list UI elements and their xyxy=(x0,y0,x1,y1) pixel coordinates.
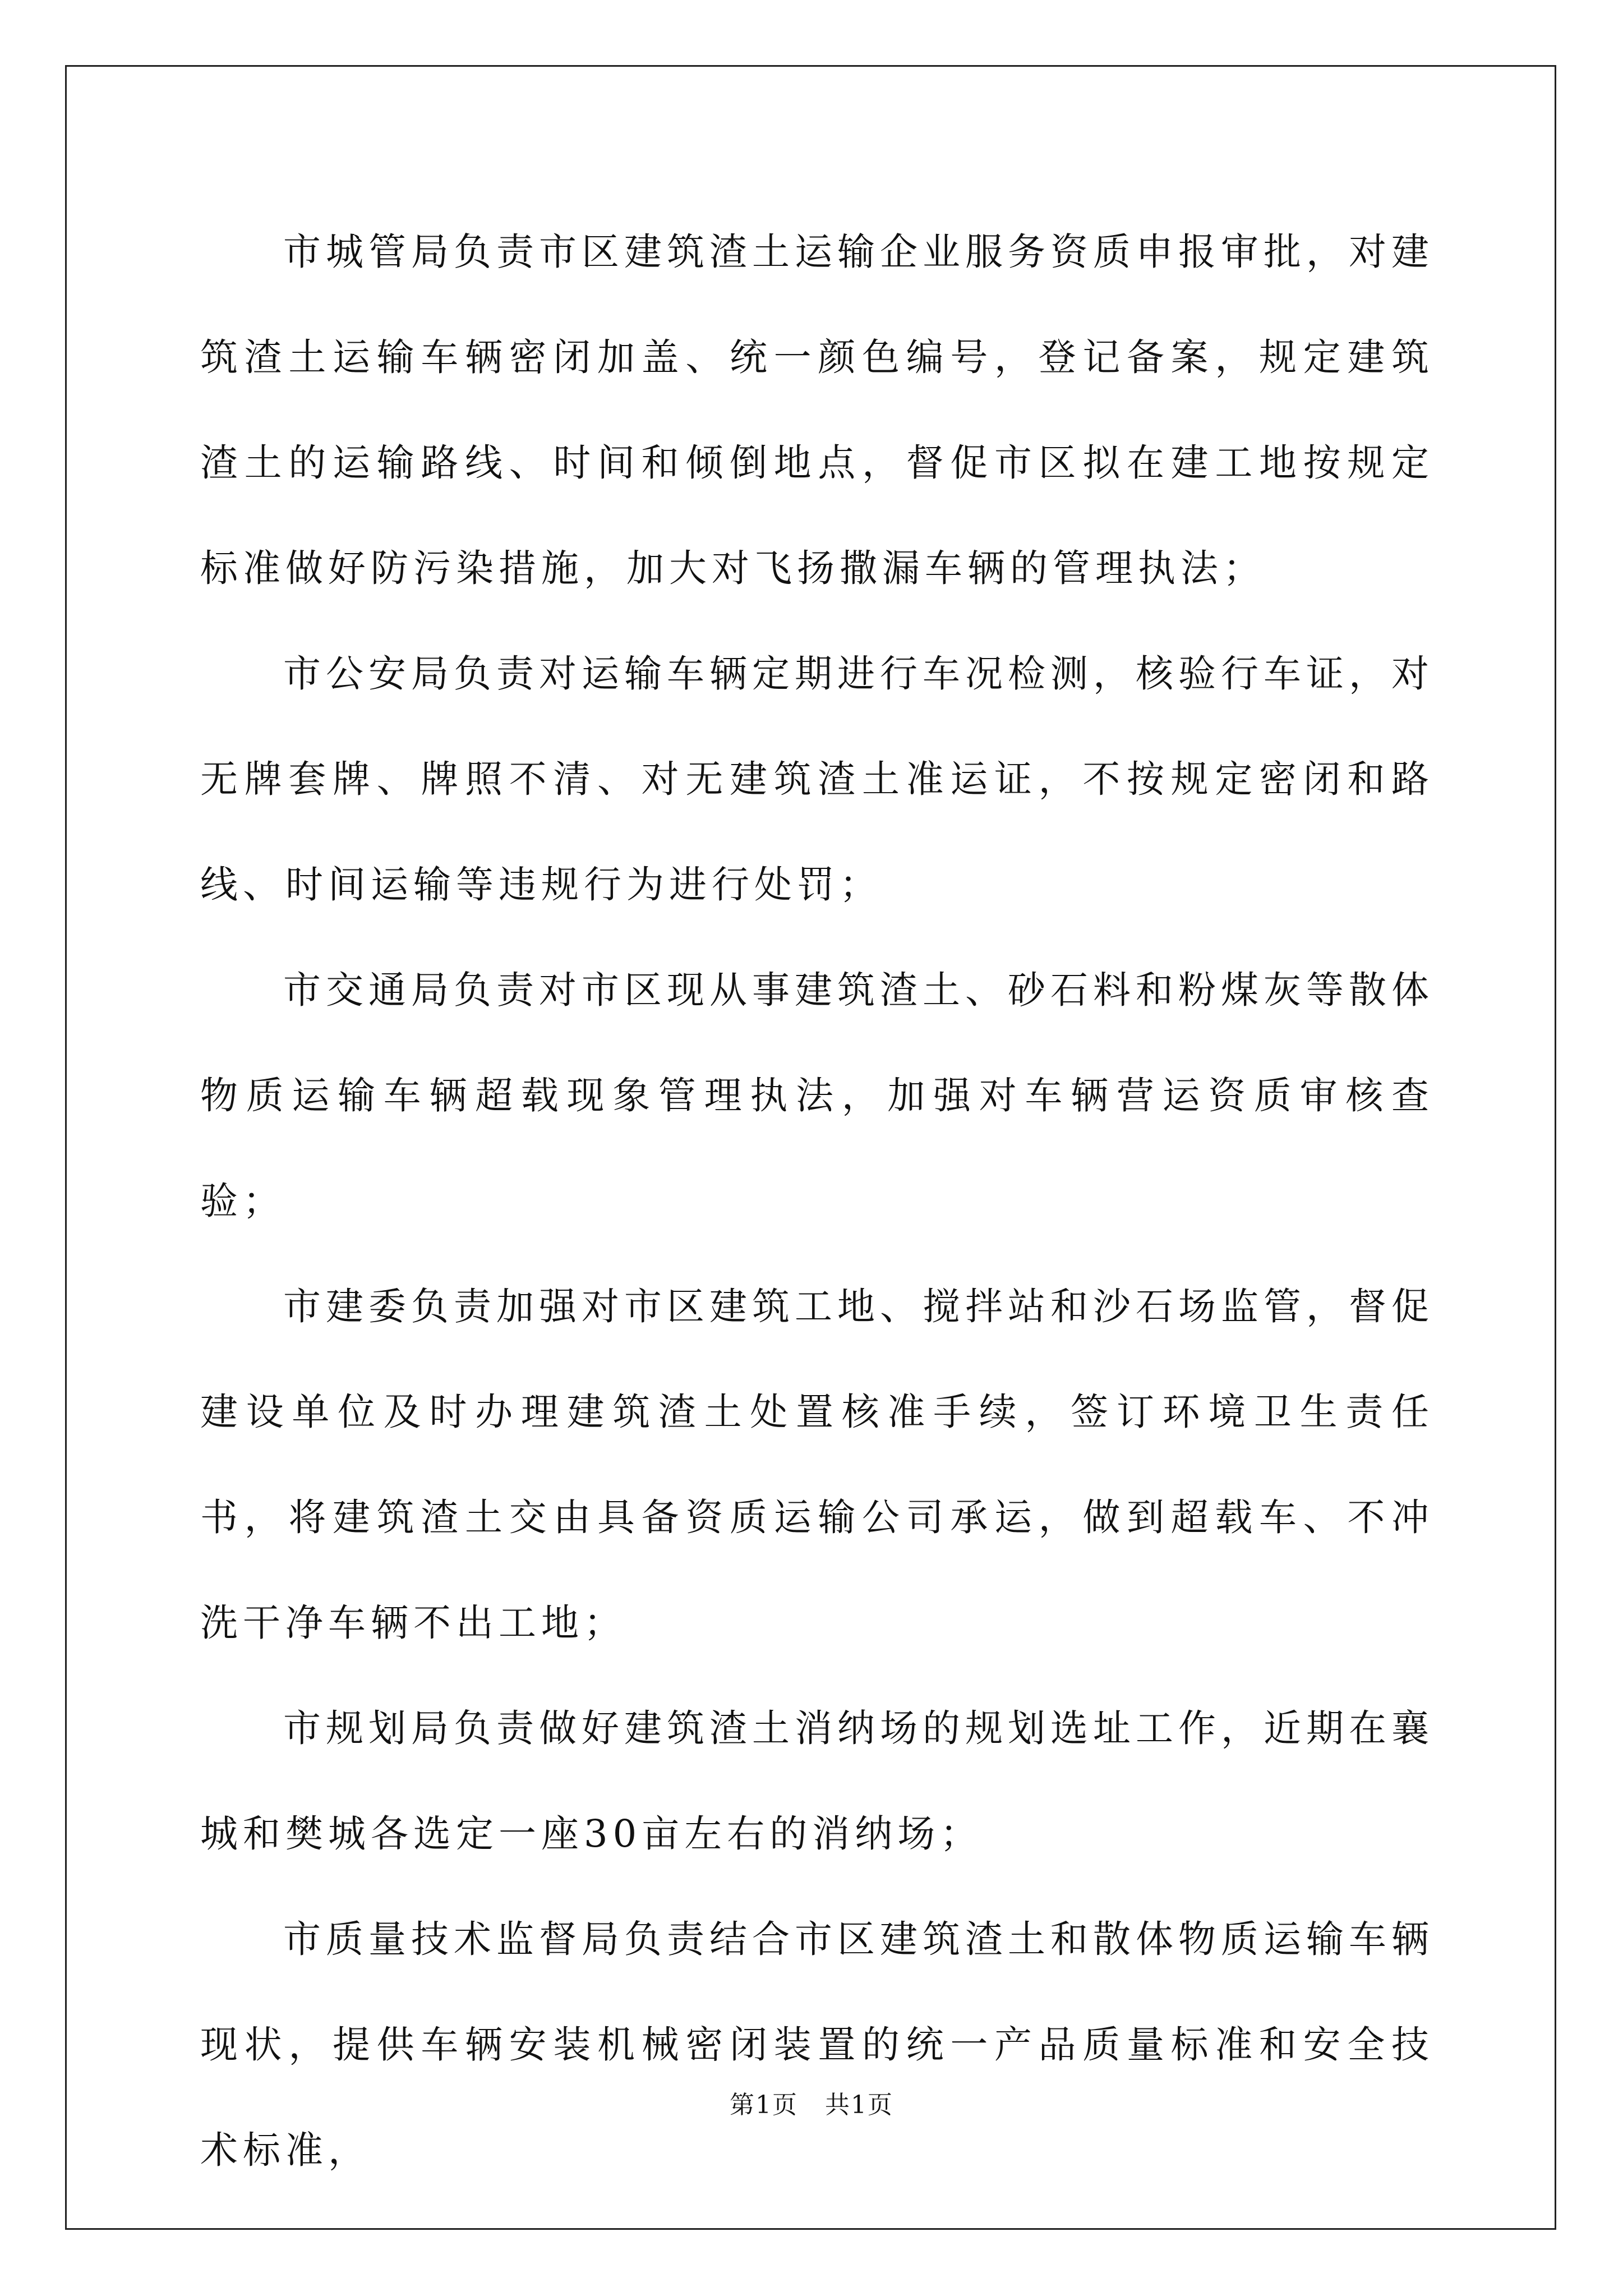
paragraph-construction-committee: 市建委负责加强对市区建筑工地、搅拌站和沙石场监管，督促建设单位及时办理建筑渣土处置核准手续，签订环境卫生责任书，将建筑渣土交由具备资质运输公司承运，做到超载车、不冲洗干净车辆不出工地； xyxy=(200,1285,1434,1645)
paragraph-transportation: 市交通局负责对市区现从事建筑渣土、砂石料和粉煤灰等散体物质运输车辆超载现象管理执法，加强对车辆营运资质审核查验； xyxy=(200,968,1434,1223)
page-number-footer: 第1页 共1页 xyxy=(730,2091,893,2119)
paragraph-city-management: 市城管局负责市区建筑渣土运输企业服务资质申报审批，对建筑渣土运输车辆密闭加盖、统一颜色编号，登记备案，规定建筑渣土的运输路线、时间和倾倒地点，督促市区拟在建工地按规定标准做好防污染措施，加大对飞扬撒漏车辆的管理执法； xyxy=(200,230,1434,590)
paragraph-quality-supervision: 市质量技术监督局负责结合市区建筑渣土和散体物质运输车辆现状，提供车辆安装机械密闭装置的统一产品质量标准和安全技术标准， xyxy=(200,1917,1434,2172)
paragraph-public-security: 市公安局负责对运输车辆定期进行车况检测，核验行车证，对无牌套牌、牌照不清、对无建筑渣土准运证，不按规定密闭和路线、时间运输等违规行为进行处罚； xyxy=(200,652,1434,907)
paragraph-planning-bureau: 市规划局负责做好建筑渣土消纳场的规划选址工作，近期在襄城和樊城各选定一座30亩左右的消纳场； xyxy=(200,1706,1434,1856)
document-body xyxy=(200,199,1434,2203)
